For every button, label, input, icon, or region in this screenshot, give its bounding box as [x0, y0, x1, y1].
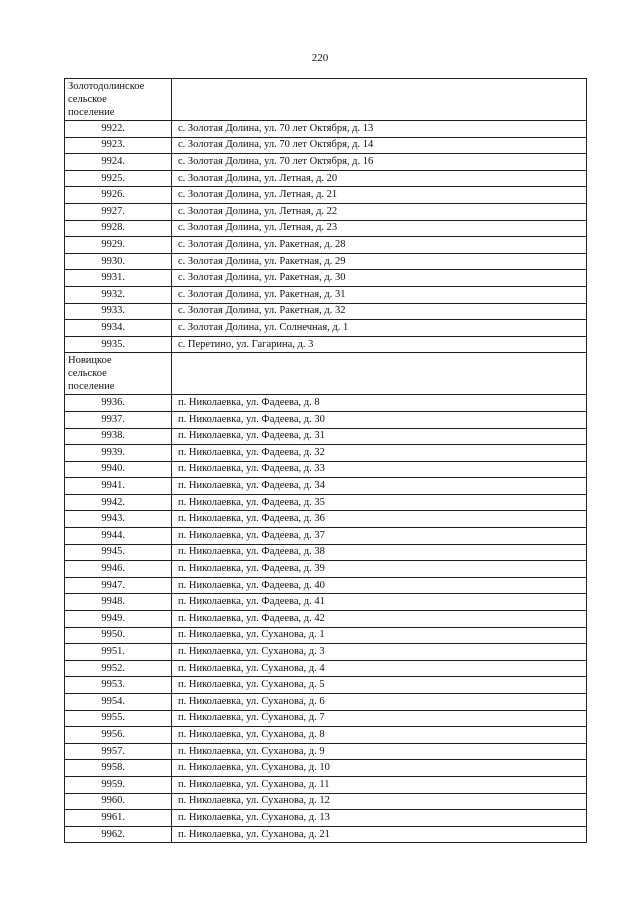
row-number: 9957. — [65, 743, 172, 760]
row-number: 9942. — [65, 494, 172, 511]
group-header-row — [65, 79, 587, 121]
row-address: с. Золотая Долина, ул. Летная, д. 23 — [172, 220, 587, 237]
table-row — [65, 461, 587, 478]
row-number: 9936. — [65, 395, 172, 412]
row-address: п. Николаевка, ул. Суханова, д. 7 — [172, 710, 587, 727]
table-row — [65, 494, 587, 511]
table-row — [65, 395, 587, 412]
table-row — [65, 627, 587, 644]
row-number: 9934. — [65, 320, 172, 337]
row-address: п. Николаевка, ул. Суханова, д. 1 — [172, 627, 587, 644]
table-row — [65, 270, 587, 287]
row-address: п. Николаевка, ул. Суханова, д. 3 — [172, 644, 587, 661]
row-address: с. Золотая Долина, ул. Ракетная, д. 32 — [172, 303, 587, 320]
row-address: с. Перетино, ул. Гагарина, д. 3 — [172, 336, 587, 353]
row-address: с. Золотая Долина, ул. Солнечная, д. 1 — [172, 320, 587, 337]
table-row — [65, 203, 587, 220]
row-address: с. Золотая Долина, ул. Ракетная, д. 28 — [172, 237, 587, 254]
table-row — [65, 810, 587, 827]
row-address: п. Николаевка, ул. Суханова, д. 11 — [172, 776, 587, 793]
row-address: п. Николаевка, ул. Фадеева, д. 42 — [172, 611, 587, 628]
row-address: с. Золотая Долина, ул. Летная, д. 21 — [172, 187, 587, 204]
address-table-body — [65, 79, 587, 843]
table-row — [65, 528, 587, 545]
group-name-line: сельское — [68, 368, 107, 380]
table-row — [65, 677, 587, 694]
table-row — [65, 286, 587, 303]
table-row — [65, 710, 587, 727]
row-address: с. Золотая Долина, ул. Ракетная, д. 30 — [172, 270, 587, 287]
row-address: п. Николаевка, ул. Фадеева, д. 31 — [172, 428, 587, 445]
group-name-line: Новицкое — [68, 355, 112, 367]
table-row — [65, 511, 587, 528]
row-address: п. Николаевка, ул. Фадеева, д. 35 — [172, 494, 587, 511]
table-row — [65, 170, 587, 187]
row-number: 9944. — [65, 528, 172, 545]
row-address: с. Золотая Долина, ул. Летная, д. 22 — [172, 203, 587, 220]
row-address: п. Николаевка, ул. Фадеева, д. 8 — [172, 395, 587, 412]
table-row — [65, 445, 587, 462]
row-number: 9928. — [65, 220, 172, 237]
table-row — [65, 644, 587, 661]
row-address: п. Николаевка, ул. Суханова, д. 10 — [172, 760, 587, 777]
table-row — [65, 187, 587, 204]
row-number: 9926. — [65, 187, 172, 204]
row-number: 9939. — [65, 445, 172, 462]
row-address: с. Золотая Долина, ул. Летная, д. 20 — [172, 170, 587, 187]
table-row — [65, 253, 587, 270]
table-row — [65, 594, 587, 611]
row-number: 9924. — [65, 154, 172, 171]
row-address: п. Николаевка, ул. Суханова, д. 5 — [172, 677, 587, 694]
row-address: п. Николаевка, ул. Суханова, д. 6 — [172, 694, 587, 711]
row-number: 9923. — [65, 137, 172, 154]
table-row — [65, 411, 587, 428]
row-number: 9935. — [65, 336, 172, 353]
table-row — [65, 220, 587, 237]
table-row — [65, 336, 587, 353]
row-number: 9922. — [65, 121, 172, 138]
row-number: 9931. — [65, 270, 172, 287]
row-number: 9958. — [65, 760, 172, 777]
table-row — [65, 694, 587, 711]
group-name-line: поселение — [68, 107, 115, 118]
row-number: 9933. — [65, 303, 172, 320]
row-number: 9946. — [65, 561, 172, 578]
table-row — [65, 727, 587, 744]
address-table — [64, 78, 587, 843]
table-row — [65, 577, 587, 594]
table-row — [65, 237, 587, 254]
table-row — [65, 154, 587, 171]
row-number: 9929. — [65, 237, 172, 254]
row-number: 9953. — [65, 677, 172, 694]
group-empty-cell — [172, 79, 587, 121]
table-row — [65, 660, 587, 677]
row-number: 9948. — [65, 594, 172, 611]
row-number: 9938. — [65, 428, 172, 445]
table-row — [65, 320, 587, 337]
row-number: 9955. — [65, 710, 172, 727]
row-address: п. Николаевка, ул. Суханова, д. 21 — [172, 826, 587, 843]
row-address: п. Николаевка, ул. Суханова, д. 9 — [172, 743, 587, 760]
row-address: п. Николаевка, ул. Фадеева, д. 39 — [172, 561, 587, 578]
group-name-line: сельское — [68, 94, 107, 105]
table-row — [65, 793, 587, 810]
group-name-cell — [65, 353, 172, 395]
row-address: с. Золотая Долина, ул. 70 лет Октября, д. 16 — [172, 154, 587, 171]
row-number: 9952. — [65, 660, 172, 677]
row-number: 9925. — [65, 170, 172, 187]
row-address: с. Золотая Долина, ул. 70 лет Октября, д. 14 — [172, 137, 587, 154]
group-name-line: Золотодолинское — [68, 81, 145, 92]
table-row — [65, 303, 587, 320]
row-number: 9940. — [65, 461, 172, 478]
row-address: п. Николаевка, ул. Фадеева, д. 41 — [172, 594, 587, 611]
row-address: п. Николаевка, ул. Суханова, д. 13 — [172, 810, 587, 827]
table-row — [65, 776, 587, 793]
row-number: 9937. — [65, 411, 172, 428]
row-address: п. Николаевка, ул. Фадеева, д. 40 — [172, 577, 587, 594]
row-number: 9959. — [65, 776, 172, 793]
row-number: 9954. — [65, 694, 172, 711]
table-row — [65, 760, 587, 777]
row-number: 9950. — [65, 627, 172, 644]
row-number: 9932. — [65, 286, 172, 303]
row-address: п. Николаевка, ул. Суханова, д. 8 — [172, 727, 587, 744]
row-number: 9962. — [65, 826, 172, 843]
row-address: с. Золотая Долина, ул. Ракетная, д. 29 — [172, 253, 587, 270]
row-number: 9961. — [65, 810, 172, 827]
row-number: 9951. — [65, 644, 172, 661]
row-address: п. Николаевка, ул. Суханова, д. 4 — [172, 660, 587, 677]
row-address: п. Николаевка, ул. Суханова, д. 12 — [172, 793, 587, 810]
table-row — [65, 544, 587, 561]
table-row — [65, 611, 587, 628]
row-address: п. Николаевка, ул. Фадеева, д. 33 — [172, 461, 587, 478]
row-address: с. Золотая Долина, ул. Ракетная, д. 31 — [172, 286, 587, 303]
table-row — [65, 561, 587, 578]
group-empty-cell — [172, 353, 587, 395]
row-address: п. Николаевка, ул. Фадеева, д. 38 — [172, 544, 587, 561]
group-name-cell — [65, 79, 172, 121]
table-row — [65, 428, 587, 445]
row-number: 9960. — [65, 793, 172, 810]
row-number: 9956. — [65, 727, 172, 744]
table-row — [65, 137, 587, 154]
row-number: 9941. — [65, 478, 172, 495]
table-row — [65, 826, 587, 843]
row-number: 9947. — [65, 577, 172, 594]
table-row — [65, 478, 587, 495]
row-number: 9930. — [65, 253, 172, 270]
row-address: п. Николаевка, ул. Фадеева, д. 32 — [172, 445, 587, 462]
row-address: п. Николаевка, ул. Фадеева, д. 37 — [172, 528, 587, 545]
row-address: п. Николаевка, ул. Фадеева, д. 36 — [172, 511, 587, 528]
row-address: п. Николаевка, ул. Фадеева, д. 30 — [172, 411, 587, 428]
row-number: 9945. — [65, 544, 172, 561]
row-number: 9927. — [65, 203, 172, 220]
row-number: 9943. — [65, 511, 172, 528]
table-row — [65, 121, 587, 138]
group-name-line: поселение — [68, 381, 115, 393]
row-address: с. Золотая Долина, ул. 70 лет Октября, д. 13 — [172, 121, 587, 138]
row-address: п. Николаевка, ул. Фадеева, д. 34 — [172, 478, 587, 495]
row-number: 9949. — [65, 611, 172, 628]
page-number: 220 — [311, 52, 329, 64]
group-header-row — [65, 353, 587, 395]
table-row — [65, 743, 587, 760]
